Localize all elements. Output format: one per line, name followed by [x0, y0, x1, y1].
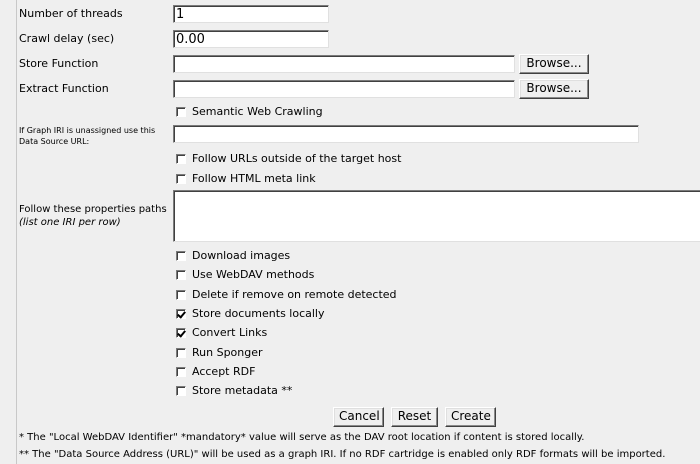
follow-urls-outside-row[interactable]: [176, 152, 401, 166]
crawl-delay-label: Crawl delay (sec): [19, 32, 115, 45]
follow-html-meta-checkbox[interactable]: [176, 174, 186, 184]
extract-function-browse-button[interactable]: Browse...: [519, 79, 589, 99]
store-documents-label: Store documents locally: [192, 307, 325, 320]
store-function-label: Store Function: [19, 57, 99, 70]
properties-paths-label-line2: (list one IRI per row): [19, 217, 121, 228]
note-data-source-address: ** The "Data Source Address (URL)" will be used as a graph IRI. If no RDF cartridge is enabled only RDF formats will be imported.: [19, 449, 666, 460]
follow-html-meta-row[interactable]: [176, 172, 316, 186]
convert-links-row[interactable]: [176, 326, 267, 340]
reset-button[interactable]: Reset: [391, 407, 438, 427]
properties-paths-label-line2-wrap: [19, 216, 121, 229]
run-sponger-row[interactable]: [176, 346, 263, 360]
properties-paths-textarea[interactable]: [173, 190, 700, 242]
threads-label: Number of threads: [19, 7, 123, 20]
extract-function-input[interactable]: [173, 80, 515, 98]
use-webdav-checkbox[interactable]: [176, 270, 186, 280]
store-documents-checkbox[interactable]: [176, 309, 186, 319]
run-sponger-checkbox[interactable]: [176, 348, 186, 358]
semantic-web-checkbox[interactable]: [176, 107, 186, 117]
store-metadata-checkbox[interactable]: [176, 386, 186, 396]
accept-rdf-row[interactable]: [176, 365, 255, 379]
accept-rdf-label: Accept RDF: [192, 365, 256, 378]
store-function-browse-button[interactable]: Browse...: [519, 54, 589, 74]
run-sponger-label: Run Sponger: [192, 346, 263, 359]
delete-if-remove-checkbox[interactable]: [176, 290, 186, 300]
follow-urls-outside-label: Follow URLs outside of the target host: [192, 152, 402, 165]
semantic-web-row[interactable]: [176, 105, 323, 119]
download-images-label: Download images: [192, 249, 291, 262]
download-images-row[interactable]: [176, 249, 290, 263]
graph-iri-input[interactable]: [173, 125, 639, 143]
follow-urls-outside-checkbox[interactable]: [176, 154, 186, 164]
crawl-delay-input[interactable]: [173, 30, 329, 48]
properties-paths-label-line1: Follow these properties paths: [19, 204, 167, 215]
convert-links-label: Convert Links: [192, 326, 268, 339]
store-metadata-row[interactable]: [176, 384, 292, 398]
graph-iri-label-line2: Data Source URL:: [19, 137, 90, 146]
convert-links-checkbox[interactable]: [176, 328, 186, 338]
note-webdav-identifier: * The "Local WebDAV Identifier" *mandatory* value will serve as the DAV root location if content is stored locally.: [19, 432, 585, 443]
store-documents-row[interactable]: [176, 307, 325, 321]
delete-if-remove-row[interactable]: [176, 288, 397, 302]
cancel-button[interactable]: Cancel: [333, 407, 384, 427]
store-metadata-label: Store metadata **: [192, 384, 293, 397]
follow-html-meta-label: Follow HTML meta link: [192, 172, 316, 185]
create-button[interactable]: Create: [445, 407, 496, 427]
use-webdav-row[interactable]: [176, 268, 314, 282]
use-webdav-label: Use WebDAV methods: [192, 268, 315, 281]
semantic-web-label: Semantic Web Crawling: [192, 105, 323, 118]
threads-input[interactable]: [173, 5, 329, 23]
graph-iri-label-line1: If Graph IRI is unassigned use this: [19, 126, 156, 135]
store-function-input[interactable]: [173, 55, 515, 73]
extract-function-label: Extract Function: [19, 82, 109, 95]
accept-rdf-checkbox[interactable]: [176, 367, 186, 377]
download-images-checkbox[interactable]: [176, 251, 186, 261]
delete-if-remove-label: Delete if remove on remote detected: [192, 288, 397, 301]
